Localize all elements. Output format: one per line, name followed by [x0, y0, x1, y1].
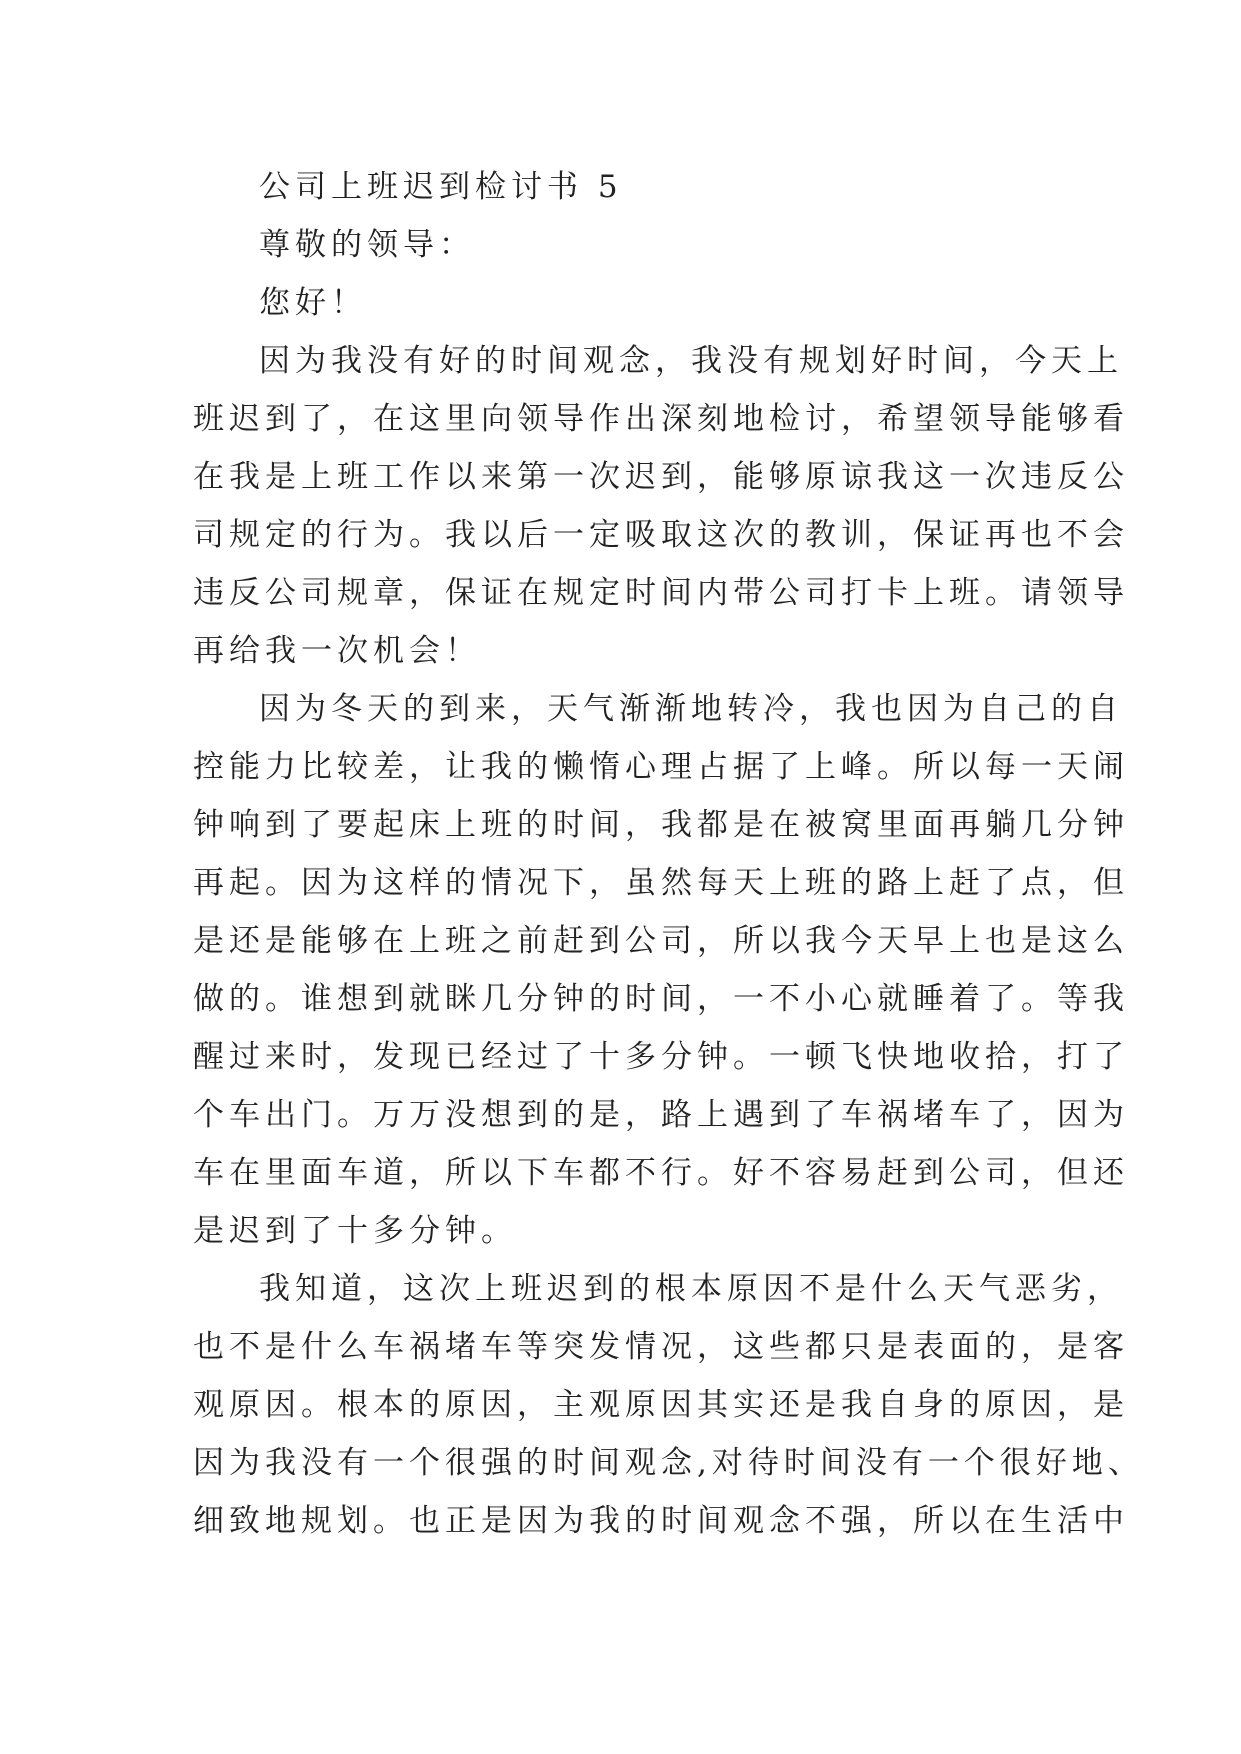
text-line: 因为我没有一个很强的时间观念,对待时间没有一个很好地、 [193, 1445, 1144, 1481]
text-line: 做的。谁想到就眯几分钟的时间，一不小心就睡着了。等我 [193, 981, 1129, 1017]
text-line: 观原因。根本的原因，主观原因其实还是我自身的原因，是 [193, 1387, 1129, 1423]
text-line: 因为我没有好的时间观念，我没有规划好时间，今天上 [259, 343, 1123, 379]
document-body [193, 158, 1144, 1550]
text-line: 是迟到了十多分钟。 [193, 1213, 517, 1249]
text-line: 因为冬天的到来，天气渐渐地转冷，我也因为自己的自 [259, 691, 1123, 727]
text-line: 在我是上班工作以来第一次迟到，能够原谅我这一次违反公 [193, 459, 1129, 495]
greeting: 您好！ [259, 285, 367, 321]
paragraph-3 [193, 1260, 1144, 1550]
text-line: 也不是什么车祸堵车等突发情况，这些都只是表面的，是客 [193, 1329, 1129, 1365]
paragraph-1 [193, 332, 1129, 680]
text-line: 违反公司规章，保证在规定时间内带公司打卡上班。请领导 [193, 575, 1129, 611]
paragraph-2 [193, 680, 1129, 1260]
salutation: 尊敬的领导： [259, 227, 475, 263]
document-title: 公司上班迟到检讨书 5 [259, 169, 623, 205]
text-line: 再起。因为这样的情况下，虽然每天上班的路上赶了点，但 [193, 865, 1129, 901]
text-line: 个车出门。万万没想到的是，路上遇到了车祸堵车了，因为 [193, 1097, 1129, 1133]
text-line: 班迟到了，在这里向领导作出深刻地检讨，希望领导能够看 [193, 401, 1129, 437]
text-line: 醒过来时，发现已经过了十多分钟。一顿飞快地收拾，打了 [193, 1039, 1129, 1075]
text-line: 我知道，这次上班迟到的根本原因不是什么天气恶劣， [259, 1271, 1123, 1307]
text-line: 细致地规划。也正是因为我的时间观念不强，所以在生活中 [193, 1503, 1129, 1539]
text-line: 是还是能够在上班之前赶到公司，所以我今天早上也是这么 [193, 923, 1129, 959]
text-line: 钟响到了要起床上班的时间，我都是在被窝里面再躺几分钟 [193, 807, 1129, 843]
text-line: 司规定的行为。我以后一定吸取这次的教训，保证再也不会 [193, 517, 1129, 553]
text-line: 再给我一次机会！ [193, 633, 481, 669]
text-line: 车在里面车道，所以下车都不行。好不容易赶到公司，但还 [193, 1155, 1129, 1191]
text-line: 控能力比较差，让我的懒惰心理占据了上峰。所以每一天闹 [193, 749, 1129, 785]
